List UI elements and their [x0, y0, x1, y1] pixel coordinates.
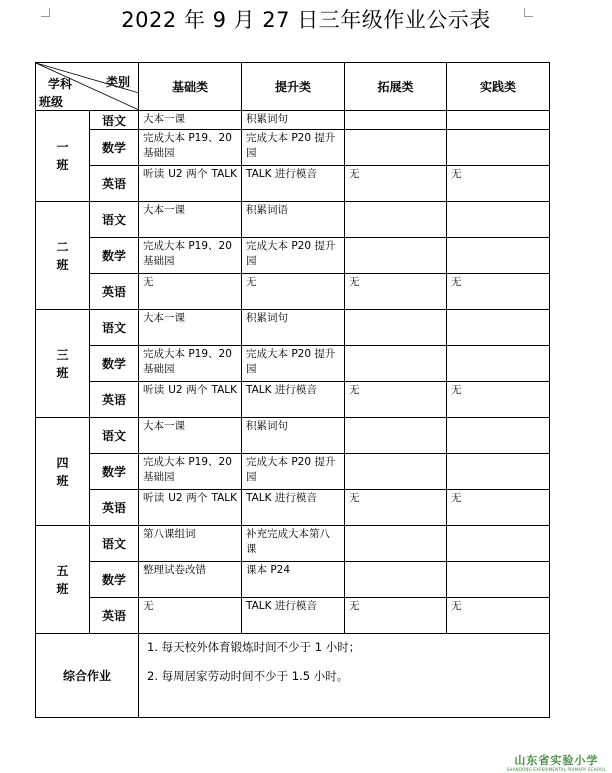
- class-label-number: 二: [56, 239, 69, 254]
- subject-label: 英语: [90, 490, 139, 526]
- subject-label: 语文: [90, 310, 139, 346]
- cell-advanced: 课本 P24: [242, 562, 345, 598]
- cell-advanced: 积累词句: [242, 418, 345, 454]
- cell-basic: 第八课组词: [139, 526, 242, 562]
- class-label-suffix: 班: [56, 473, 69, 488]
- header-row: [36, 63, 550, 111]
- cell-basic: 完成大本 P19、20 基础园: [139, 454, 242, 490]
- summary-row: [36, 634, 550, 718]
- cell-extension: 无: [345, 166, 447, 202]
- table-row: [36, 346, 550, 382]
- table-row: [36, 598, 550, 634]
- cell-practice: [447, 562, 550, 598]
- cell-advanced: 积累词语: [242, 202, 345, 238]
- school-logo: [507, 752, 606, 772]
- cell-advanced: TALK 进行模音: [242, 598, 345, 634]
- class-label: [36, 310, 90, 418]
- column-header-advanced: 提升类: [242, 63, 345, 111]
- subject-label: 语文: [90, 526, 139, 562]
- subject-label: 语文: [90, 111, 139, 130]
- cell-basic: 无: [139, 598, 242, 634]
- table-row: [36, 418, 550, 454]
- class-label: [36, 111, 90, 202]
- cell-advanced: TALK 进行模音: [242, 382, 345, 418]
- cell-advanced: 完成大本 P20 提升园: [242, 130, 345, 166]
- cell-practice: [447, 130, 550, 166]
- diagonal-header-cell: [36, 63, 139, 111]
- table-row: [36, 238, 550, 274]
- school-logo-name: 山东省实验小学: [514, 754, 599, 767]
- table-row: [36, 111, 550, 130]
- cell-basic: 完成大本 P19、20 基础园: [139, 346, 242, 382]
- column-header-practice: 实践类: [447, 63, 550, 111]
- cell-practice: 无: [447, 274, 550, 310]
- subject-label: 语文: [90, 418, 139, 454]
- cell-basic: 整理试卷改错: [139, 562, 242, 598]
- cell-advanced: 完成大本 P20 提升园: [242, 238, 345, 274]
- cell-advanced: 无: [242, 274, 345, 310]
- subject-label: 英语: [90, 166, 139, 202]
- cell-advanced: TALK 进行模音: [242, 490, 345, 526]
- cell-practice: [447, 310, 550, 346]
- cell-extension: [345, 130, 447, 166]
- cell-practice: [447, 454, 550, 490]
- table-row: [36, 166, 550, 202]
- cell-extension: 无: [345, 382, 447, 418]
- table-row: [36, 274, 550, 310]
- cell-advanced: 积累词句: [242, 310, 345, 346]
- header-class-label: 班级: [39, 95, 64, 109]
- subject-label: 英语: [90, 598, 139, 634]
- cell-practice: [447, 526, 550, 562]
- table-row: [36, 130, 550, 166]
- class-label-suffix: 班: [56, 257, 69, 272]
- summary-label: 综合作业: [36, 634, 139, 718]
- cell-advanced: 积累词句: [242, 111, 345, 130]
- cell-basic: 完成大本 P19、20 基础园: [139, 238, 242, 274]
- cell-basic: 听读 U2 两个 TALK: [139, 166, 242, 202]
- cell-extension: [345, 310, 447, 346]
- subject-label: 数学: [90, 562, 139, 598]
- cell-extension: 无: [345, 490, 447, 526]
- cell-advanced: 完成大本 P20 提升园: [242, 454, 345, 490]
- table-row: [36, 310, 550, 346]
- cell-practice: [447, 238, 550, 274]
- column-header-extension: 拓展类: [345, 63, 447, 111]
- cell-extension: [345, 346, 447, 382]
- cell-extension: 无: [345, 274, 447, 310]
- class-label: [36, 526, 90, 634]
- class-label-suffix: 班: [56, 581, 69, 596]
- class-label-number: 一: [56, 140, 69, 154]
- summary-item: 1. 每天校外体育锻炼时间不少于 1 小时；: [147, 640, 361, 654]
- cell-extension: [345, 111, 447, 130]
- cell-basic: 听读 U2 两个 TALK: [139, 490, 242, 526]
- subject-label: 英语: [90, 382, 139, 418]
- class-label-suffix: 班: [56, 158, 69, 172]
- summary-content: [139, 634, 550, 718]
- homework-table: [35, 62, 550, 718]
- cell-basic: 大本一课: [139, 418, 242, 454]
- summary-item: 2. 每周居家劳动时间不少于 1.5 小时。: [147, 669, 349, 683]
- subject-label: 语文: [90, 202, 139, 238]
- cell-basic: 大本一课: [139, 310, 242, 346]
- table-row: [36, 202, 550, 238]
- cell-practice: [447, 418, 550, 454]
- class-label-suffix: 班: [56, 365, 69, 380]
- school-logo-english: SHANDONG EXPERIMENTAL PRIMARY SCHOOL: [506, 767, 606, 772]
- cell-practice: 无: [447, 598, 550, 634]
- cell-basic: 听读 U2 两个 TALK: [139, 382, 242, 418]
- subject-label: 数学: [90, 454, 139, 490]
- cell-advanced: 完成大本 P20 提升园: [242, 346, 345, 382]
- table-row: [36, 490, 550, 526]
- subject-label: 英语: [90, 274, 139, 310]
- cell-extension: 无: [345, 598, 447, 634]
- subject-label: 数学: [90, 130, 139, 166]
- cell-extension: [345, 562, 447, 598]
- class-label-number: 四: [56, 455, 69, 470]
- cell-extension: [345, 526, 447, 562]
- cell-extension: [345, 418, 447, 454]
- cell-practice: 无: [447, 490, 550, 526]
- table-row: [36, 382, 550, 418]
- subject-label: 数学: [90, 238, 139, 274]
- cell-basic: 完成大本 P19、20 基础园: [139, 130, 242, 166]
- cell-practice: 无: [447, 382, 550, 418]
- class-label-number: 三: [56, 347, 69, 362]
- header-category-label: 类别: [105, 75, 130, 89]
- cell-basic: 无: [139, 274, 242, 310]
- cell-extension: [345, 454, 447, 490]
- header-subject-label: 学科: [48, 77, 73, 91]
- class-label: [36, 418, 90, 526]
- cell-practice: [447, 346, 550, 382]
- cell-advanced: 补充完成大本第八课: [242, 526, 345, 562]
- cell-basic: 大本一课: [139, 202, 242, 238]
- class-label-number: 五: [56, 563, 69, 578]
- cell-advanced: TALK 进行模音: [242, 166, 345, 202]
- table-row: [36, 526, 550, 562]
- cell-basic: 大本一课: [139, 111, 242, 130]
- cell-extension: [345, 238, 447, 274]
- cell-practice: [447, 111, 550, 130]
- subject-label: 数学: [90, 346, 139, 382]
- table-row: [36, 562, 550, 598]
- cell-practice: 无: [447, 166, 550, 202]
- cell-extension: [345, 202, 447, 238]
- column-header-basic: 基础类: [139, 63, 242, 111]
- table-row: [36, 454, 550, 490]
- page-title: 2022 年 9 月 27 日三年级作业公示表: [121, 8, 491, 32]
- class-label: [36, 202, 90, 310]
- cell-practice: [447, 202, 550, 238]
